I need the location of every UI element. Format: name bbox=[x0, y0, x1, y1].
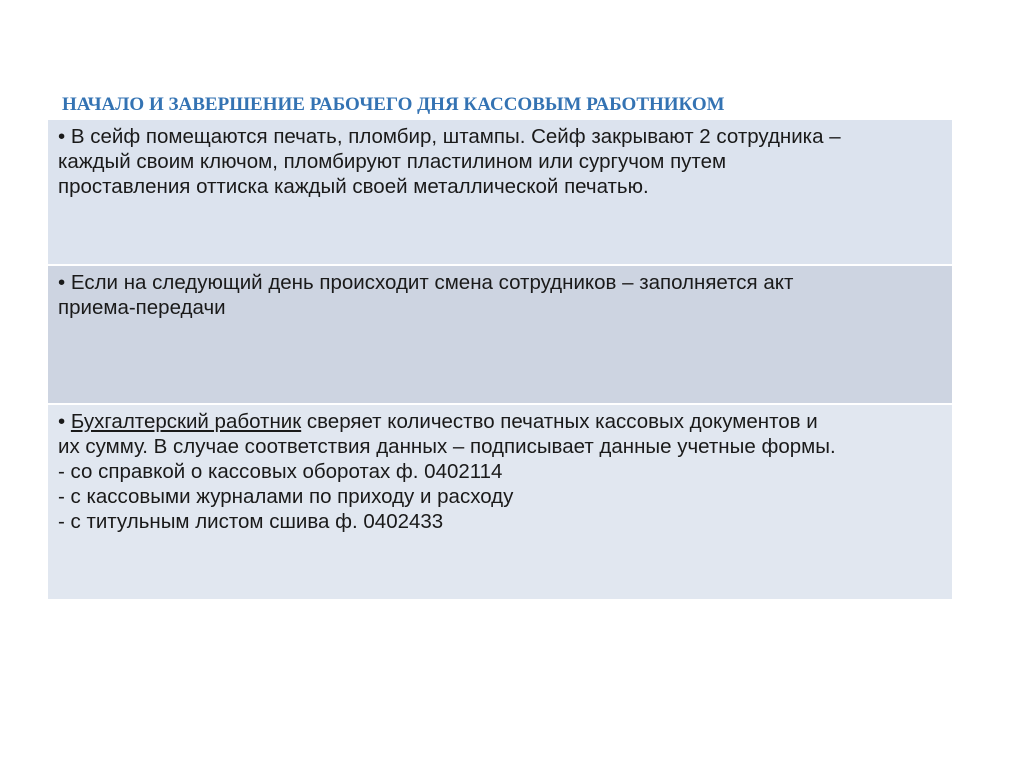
row-3-line-2: их сумму. В случае соответствия данных – подписывает данные учетные формы. bbox=[58, 435, 836, 458]
row-3-line-4: - с кассовыми журналами по приходу и расходу bbox=[58, 485, 514, 508]
accountant-term: Бухгалтерский работник bbox=[70, 410, 302, 433]
table-row bbox=[48, 120, 952, 266]
slide-title: НАЧАЛО И ЗАВЕРШЕНИЕ РАБОЧЕГО ДНЯ КАССОВЫМ РАБОТНИКОМ bbox=[62, 94, 725, 115]
row-1-line-3: проставления оттиска каждый своей металлической печатью. bbox=[58, 175, 649, 198]
table-row bbox=[48, 405, 952, 599]
row-2-line-1: Если на следующий день происходит смена сотрудников – заполняется акт bbox=[70, 271, 794, 294]
text-line bbox=[58, 270, 944, 295]
row-3-lead-rest: сверяет количество печатных кассовых документов и bbox=[301, 410, 818, 433]
content-table bbox=[48, 120, 952, 599]
table-row bbox=[48, 266, 952, 405]
row-3-line-5: - с титульным листом сшива ф. 0402433 bbox=[58, 510, 444, 533]
bullet-icon: • bbox=[58, 410, 66, 433]
row-1-line-1: В сейф помещаются печать, пломбир, штампы. Сейф закрывают 2 сотрудника – bbox=[70, 125, 841, 148]
row-2-line-2: приема-передачи bbox=[58, 296, 226, 319]
row-1-line-2: каждый своим ключом, пломбируют пластилином или сургучом путем bbox=[58, 150, 727, 173]
bullet-icon: • bbox=[58, 125, 66, 148]
row-3-line-3: - со справкой о кассовых оборотах ф. 0402114 bbox=[58, 460, 503, 483]
bullet-icon: • bbox=[58, 271, 66, 294]
text-line bbox=[58, 409, 944, 434]
text-line bbox=[58, 124, 944, 149]
